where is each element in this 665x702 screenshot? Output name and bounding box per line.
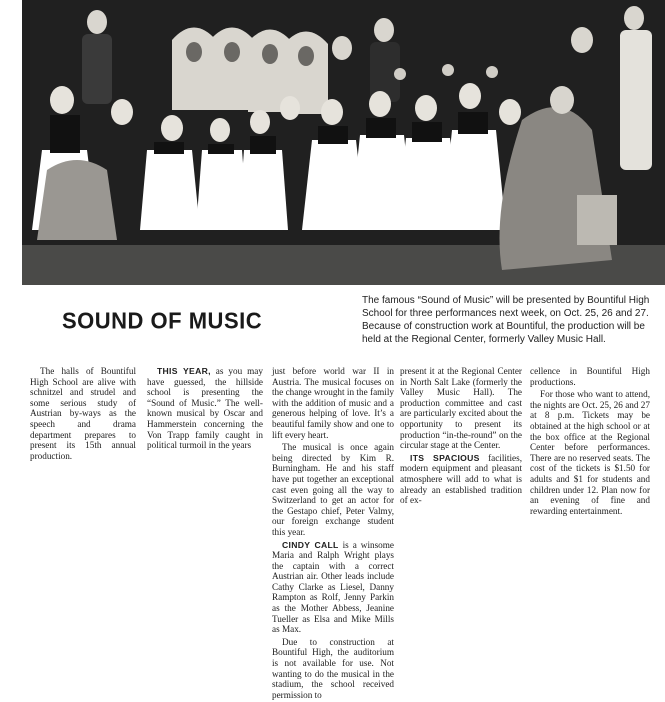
- cast-photo-illustration: [22, 0, 665, 285]
- paragraph-text: is a winsome Maria and Ralph Wright plays the captain with a correct Austrian air. Other leads include Cathy Clarke as Liesel, Danny Rampton as Rolf, Jenny Parkin as the Mother Abbess, Jeanine Tueller as Elsa and Mike Mills as Max.: [272, 539, 394, 635]
- article-column-3: [272, 366, 394, 702]
- headline: SOUND OF MUSIC: [62, 307, 263, 334]
- lead-in: THIS YEAR,: [157, 366, 211, 376]
- paragraph-text: as you may have guessed, the hillside school is presenting the “Sound of Music.” The well-known musical by Oscar and Hammerstein concerning the Von Trapp family caught in political turmoil in the years: [147, 366, 263, 451]
- paragraph: [400, 453, 522, 506]
- photo-caption: The famous “Sound of Music” will be presented by Bountiful High School for three performances next week, on Oct. 25, 26 and 27. Because of construction work at Bountiful, the production will be held at the Regional Center, formerly Valley Music Hall.: [362, 295, 650, 345]
- paragraph: The musical is once again being directed by Kim R. Burningham. He and his staff have put together an exceptional cast even going all the way to Switzerland to get an actor for the Gestapo chief, Peter Valmy, our foreign exchange student this year.: [272, 442, 394, 537]
- lead-in: CINDY CALL: [282, 539, 339, 550]
- article-column-2: [147, 366, 263, 453]
- article-column-5: [530, 366, 650, 518]
- paragraph-text: facilities, modern equipment and pleasant atmosphere will add to what is already an established tradition of ex-: [400, 452, 522, 506]
- paragraph: cellence in Bountiful High productions.: [530, 366, 650, 387]
- cast-photo: [22, 0, 665, 285]
- paragraph: The halls of Bountiful High School are alive with schnitzel and strudel and some serious study of Austrian by-ways as the speech and drama department prepares to present its 15th annual production.: [30, 366, 136, 461]
- article-column-4: [400, 366, 522, 508]
- paragraph: For those who want to attend, the nights are Oct. 25, 26 and 27 at 8 p.m. Tickets may be obtained at the high school or at the box office at the Regional Center before performances. There are no reserved seats. The cost of the tickets is $1.50 for adults and $1 for students and children under 12. Plan now for an evening of fine and rewarding entertainment.: [530, 389, 650, 516]
- paragraph: [147, 366, 263, 451]
- paragraph: present it at the Regional Center in North Salt Lake (formerly the Valley Music Hall). The production committee and cast are particularly excited about the opportunity to present its production “in-the-round” on the circular stage at the Center.: [400, 366, 522, 451]
- lead-in: ITS SPACIOUS: [410, 452, 480, 463]
- paragraph: [272, 540, 394, 635]
- paragraph: Due to construction at Bountiful High, the auditorium is not available for use. Not wanting to do the musical in the stadium, the school received permission to: [272, 636, 394, 700]
- paragraph: just before world war II in Austria. The musical focuses on the change wrought in the family with the addition of music and a generous helping of love. It’s a beautiful family show and one to lift every heart.: [272, 366, 394, 440]
- article-column-1: [30, 366, 136, 463]
